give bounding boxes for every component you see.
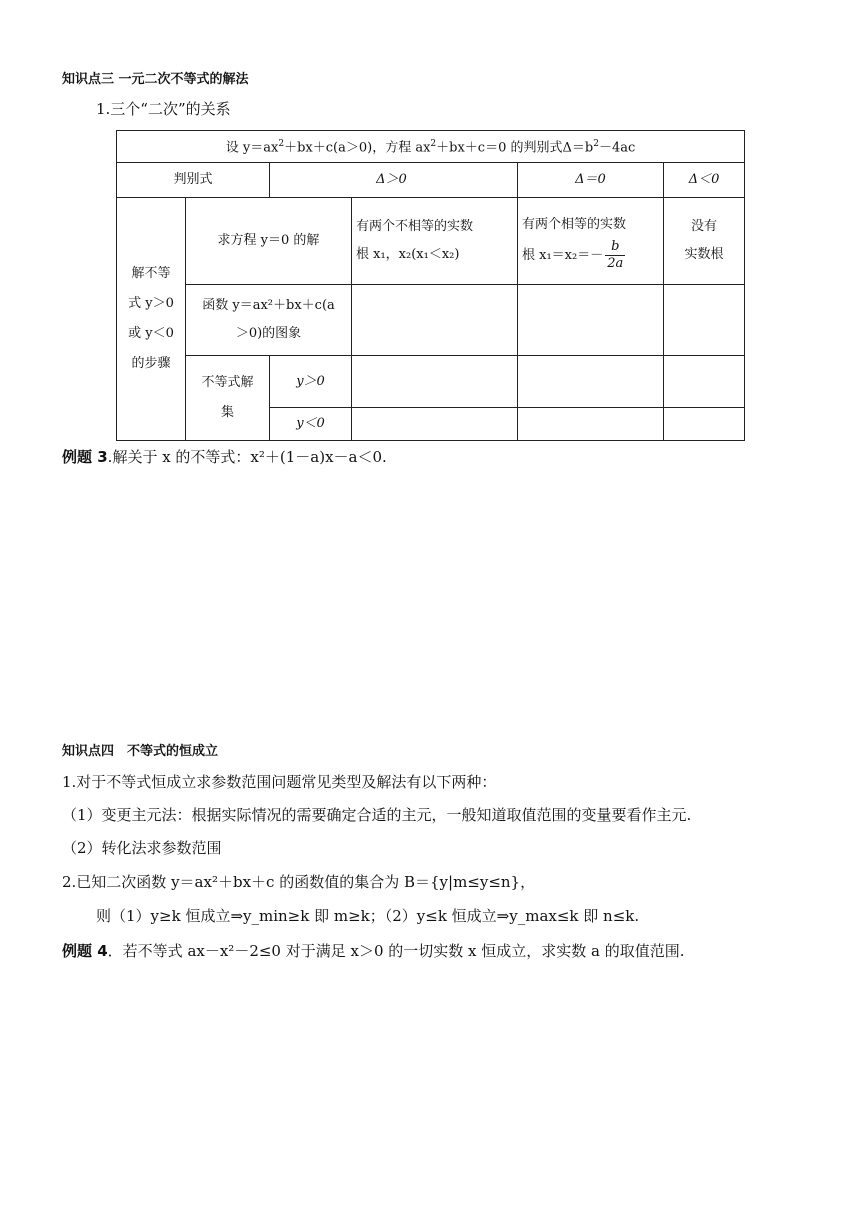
- example3-label: 例题 3: [62, 448, 108, 466]
- example4: [62, 940, 685, 961]
- table-title: 设 $y=ax^2+bx+c(a>0)$，方程 $ax^2+bx+c=0$ 的判别式$\Delta=b^2-4ac$: [117, 131, 745, 163]
- roots-zero: 有两个相等的实数 根 x₁＝x₂＝－ $\frac{b}{2a}$: [518, 198, 664, 285]
- example3: [62, 446, 387, 467]
- discriminant-negative: Δ＜0: [664, 163, 745, 198]
- section4-line2: （1）变更主元法：根据实际情况的需要确定合适的主元，一般知道取值范围的变量要看作主元.: [62, 806, 692, 824]
- solution-gt-negative: [664, 356, 745, 408]
- row-label-less: y＜0: [270, 408, 352, 441]
- quadratic-relations-table: [116, 130, 745, 441]
- discriminant-zero: Δ＝0: [518, 163, 664, 198]
- section4-line4: 2.已知二次函数 y＝ax²＋bx＋c 的函数值的集合为 B＝{y|m≤y≤n}，: [62, 873, 536, 891]
- graph-cell-zero: [518, 285, 664, 356]
- discriminant-label: 判别式: [117, 163, 270, 198]
- roots-label: 求方程 y＝0 的解: [186, 198, 352, 285]
- roots-positive: 有两个不相等的实数 根 x₁，x₂(x₁＜x₂): [352, 198, 518, 285]
- fraction-b-over-2a: $\frac{b}{2a}$: [607, 238, 624, 271]
- solution-lt-zero: [518, 408, 664, 441]
- section3-heading: 知识点三 一元二次不等式的解法: [62, 72, 249, 87]
- solution-gt-positive: [352, 356, 518, 408]
- solution-set-label: 不等式解 集: [186, 356, 270, 441]
- steps-label: 解不等 式 y＞0 或 y＜0 的步骤: [117, 198, 186, 441]
- section4-heading: 知识点四 不等式的恒成立: [62, 744, 219, 759]
- section4-line3: （2）转化法求参数范围: [62, 839, 222, 857]
- section3-subheading: 1.三个“二次”的关系: [96, 100, 231, 118]
- row-label-greater: y＞0: [270, 356, 352, 408]
- roots-negative: 没有 实数根: [664, 198, 745, 285]
- graph-cell-positive: [352, 285, 518, 356]
- solution-gt-zero: [518, 356, 664, 408]
- graph-cell-negative: [664, 285, 745, 356]
- discriminant-positive: Δ＞0: [270, 163, 518, 198]
- section4-line1: 1.对于不等式恒成立求参数范围问题常见类型及解法有以下两种：: [62, 773, 497, 791]
- solution-lt-negative: [664, 408, 745, 441]
- section4-line5: 则（1）y≥k 恒成立⇒y_min≥k 即 m≥k；（2）y≤k 恒成立⇒y_max≤k 即 n≤k.: [96, 907, 640, 925]
- example4-text: ．若不等式 ax－x²－2≤0 对于满足 x＞0 的一切实数 x 恒成立，求实数 a 的取值范围.: [107, 942, 685, 960]
- graph-label: 函数 y＝ax²＋bx＋c(a ＞0)的图象: [186, 285, 352, 356]
- solution-lt-positive: [352, 408, 518, 441]
- example3-text: .解关于 x 的不等式：x²＋(1－a)x－a＜0.: [107, 448, 387, 466]
- example4-label: 例题 4: [62, 942, 108, 960]
